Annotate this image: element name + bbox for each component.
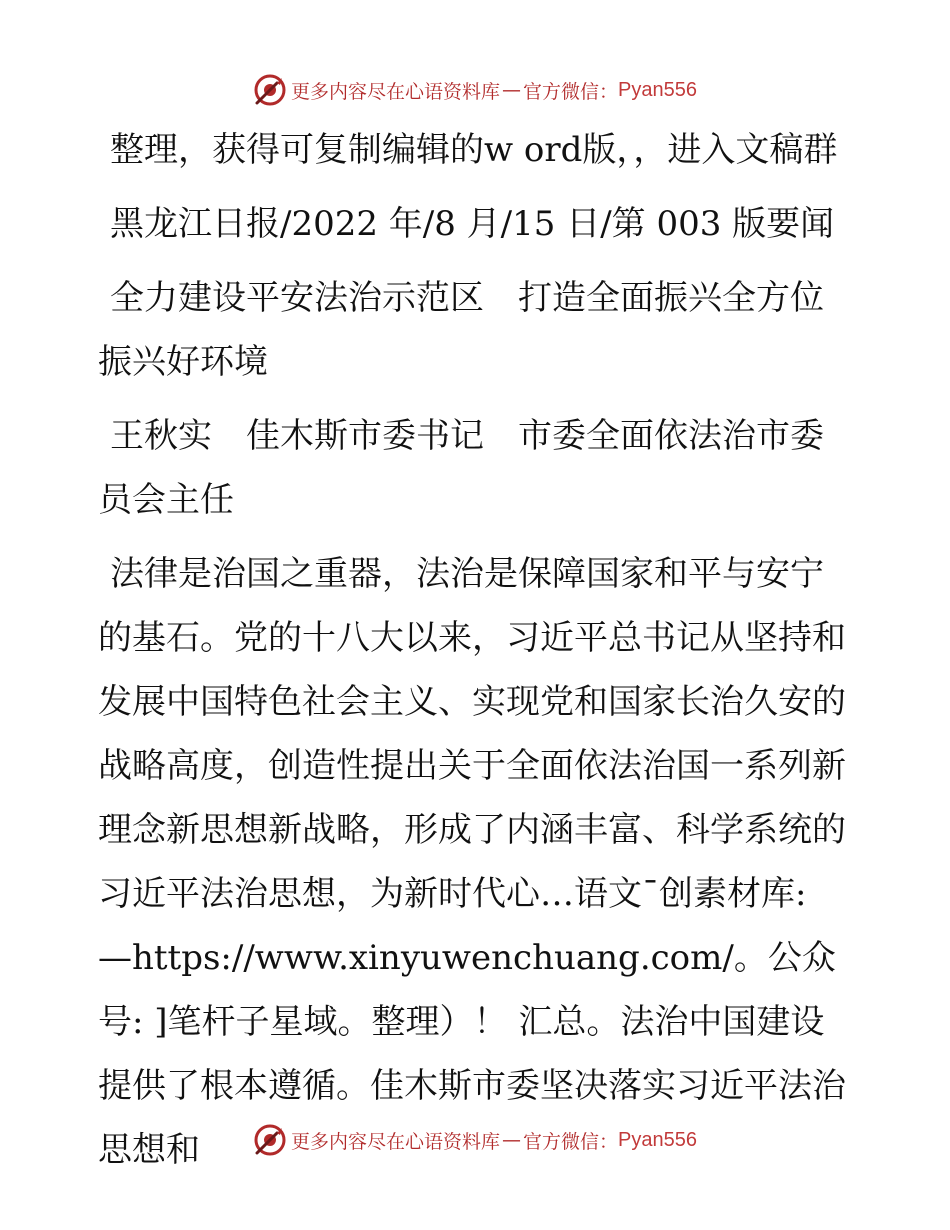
banner-wechat-label: 官方微信： xyxy=(523,1130,619,1153)
banner-separator: — xyxy=(502,79,522,101)
footer-banner xyxy=(0,1120,950,1160)
banner-text: 更多内容尽在心语资料库 xyxy=(291,1130,501,1153)
intro-paragraph: 整理，获得可复制编辑的w ord版，，进入文稿群 xyxy=(110,130,838,170)
banner-text: 更多内容尽在心语资料库 xyxy=(291,80,501,103)
banner-wechat-id: Pyan556 xyxy=(618,1128,697,1151)
source-line: 黑龙江日报/2022 年/8 月/15 日/第 003 版要闻 xyxy=(110,204,835,244)
byline: 王秋实 佳木斯市委书记 市委全面依法治市委员会主任 xyxy=(98,416,824,520)
banner-wechat-id: Pyan556 xyxy=(618,78,697,101)
headline: 全力建设平安法治示范区 打造全面振兴全方位振兴好环境 xyxy=(98,278,824,382)
banner-separator: — xyxy=(502,1129,522,1151)
logo-icon xyxy=(253,1123,287,1157)
body-paragraph: 法律是治国之重器，法治是保障国家和平与安宁的基石。党的十八大以来，习近平总书记从坚持和发展中国特色社会主义、实现党和国家长治久安的战略高度，创造性提出关于全面依法治国一系列新理念新思想新战略，形成了内涵丰富、科学系统的习近平法治思想，为新时代心…语文¯创素材库: —https://www.xinyuwenchuang.com/。公众号: ]笔杆子星域。整理）！ 汇总。法治中国建设提供了根本遵循。佳木斯市委坚决落实习近平法治思想和 xyxy=(98,554,846,1170)
logo-icon xyxy=(253,73,287,107)
header-banner xyxy=(0,70,950,110)
document-body xyxy=(98,118,850,1192)
banner-wechat-label: 官方微信： xyxy=(523,80,619,103)
